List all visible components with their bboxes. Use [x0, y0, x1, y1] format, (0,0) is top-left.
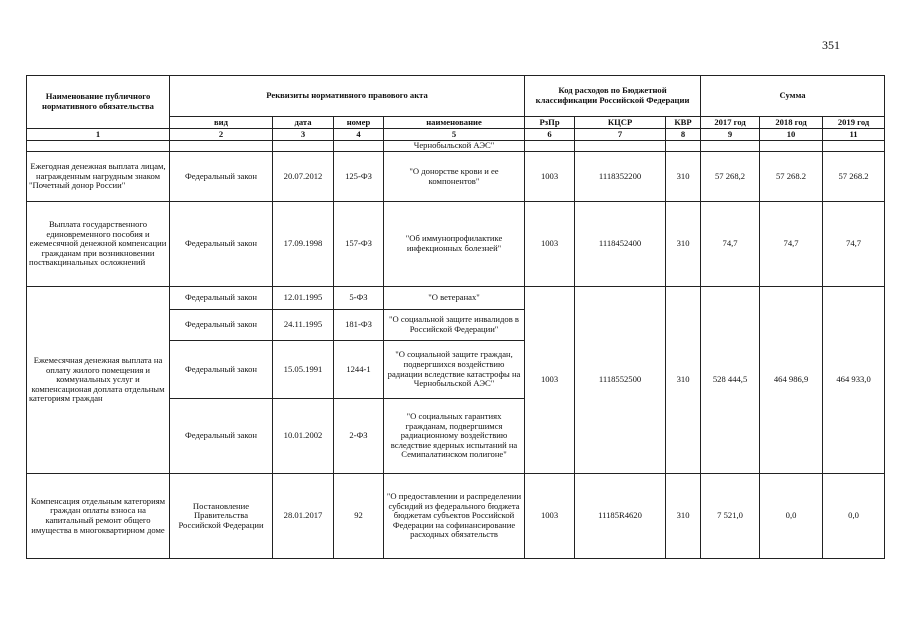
- act-name: "О социальной защите граждан, подвергшихся воздействию радиации вследствие катастрофы на Чернобыльской АЭС": [384, 341, 525, 399]
- obligation-name: Компенсация отдельным категориям граждан оплаты взноса на капитальный ремонт общего имущества в многоквартирном доме: [27, 474, 170, 559]
- sum-2019-cell: 0,0: [823, 474, 885, 559]
- act-name: "Об иммунопрофилактике инфекционных болезней": [384, 202, 525, 287]
- act-number: 157-ФЗ: [334, 202, 384, 287]
- header-name: наименование: [384, 117, 525, 129]
- sum-2017-cell: 57 268,2: [701, 152, 760, 202]
- kcsr-cell: 1118352200: [575, 152, 666, 202]
- obligation-name: Ежемесячная денежная выплата на оплату жилого помещения и коммунальных услуг и компенсационая доплата отдельным категориям граждан: [27, 287, 170, 474]
- sum-2018-cell: 74,7: [760, 202, 823, 287]
- column-number: 11: [823, 129, 885, 141]
- rzpr-cell: 1003: [525, 474, 575, 559]
- header-rzpr: РзПр: [525, 117, 575, 129]
- sum-2018-cell: 57 268.2: [760, 152, 823, 202]
- act-date: 17.09.1998: [273, 202, 334, 287]
- sum-2017-cell: 7 521,0: [701, 474, 760, 559]
- column-number: 6: [525, 129, 575, 141]
- act-type: Федеральный закон: [170, 152, 273, 202]
- header-2019: 2019 год: [823, 117, 885, 129]
- sum-2019-cell: 464 933,0: [823, 287, 885, 474]
- act-type: Федеральный закон: [170, 399, 273, 474]
- header-kvr: КВР: [666, 117, 701, 129]
- table-row: [27, 202, 885, 287]
- table-row: [27, 152, 885, 202]
- header-row: [27, 76, 885, 117]
- act-date: 28.01.2017: [273, 474, 334, 559]
- header-date: дата: [273, 117, 334, 129]
- obligation-name: Ежегодная денежная выплата лицам, награжденным нагрудным знаком "Почетный донор России": [27, 152, 170, 202]
- page-number: 351: [822, 38, 840, 52]
- act-number: 5-ФЗ: [334, 287, 384, 310]
- kvr-cell: 310: [666, 287, 701, 474]
- continuation-row: [27, 141, 885, 152]
- header-sum: Сумма: [701, 76, 885, 117]
- act-name: "О предоставлении и распределении субсидий из федерального бюджета бюджетам субъектов Российской Федерации на софинансирование расходных обязательств: [384, 474, 525, 559]
- rzpr-cell: 1003: [525, 202, 575, 287]
- sum-2019-cell: 57 268.2: [823, 152, 885, 202]
- act-name: "О ветеранах": [384, 287, 525, 310]
- act-type: Постановление Правительства Российской Федерации: [170, 474, 273, 559]
- act-type: Федеральный закон: [170, 287, 273, 310]
- act-type: Федеральный закон: [170, 202, 273, 287]
- act-date: 10.01.2002: [273, 399, 334, 474]
- header-number: номер: [334, 117, 384, 129]
- act-date: 12.01.1995: [273, 287, 334, 310]
- sum-2017-cell: 528 444,5: [701, 287, 760, 474]
- act-type: Федеральный закон: [170, 341, 273, 399]
- act-name: "О донорстве крови и ее компонентов": [384, 152, 525, 202]
- act-number: 181-ФЗ: [334, 310, 384, 341]
- column-number: 7: [575, 129, 666, 141]
- sum-2019-cell: 74,7: [823, 202, 885, 287]
- header-kcsr: КЦСР: [575, 117, 666, 129]
- act-number: 125-ФЗ: [334, 152, 384, 202]
- header-budget-code: Код расходов по Бюджетной классификации Российской Федерации: [525, 76, 701, 117]
- act-date: 20.07.2012: [273, 152, 334, 202]
- column-number: 10: [760, 129, 823, 141]
- table-row: [27, 287, 885, 310]
- act-name: "О социальных гарантиях гражданам, подвергшимся радиационному воздействию вследствие ядерных испытаний на Семипалатинском полигоне": [384, 399, 525, 474]
- act-date: 15.05.1991: [273, 341, 334, 399]
- column-number: 1: [27, 129, 170, 141]
- act-number: 1244-1: [334, 341, 384, 399]
- sum-2018-cell: 464 986,9: [760, 287, 823, 474]
- table-row: [27, 474, 885, 559]
- sum-2018-cell: 0,0: [760, 474, 823, 559]
- column-number: 8: [666, 129, 701, 141]
- header-obligation: Наименование публичного нормативного обязательства: [27, 76, 170, 129]
- kvr-cell: 310: [666, 474, 701, 559]
- header-2018: 2018 год: [760, 117, 823, 129]
- obligation-name: Выплата государственного единовременного пособия и ежемесячной денежной компенсации гражданам при возникновении поствакцинальных осложнений: [27, 202, 170, 287]
- column-number-row: [27, 129, 885, 141]
- act-type: Федеральный закон: [170, 310, 273, 341]
- header-requisites: Реквизиты нормативного правового акта: [170, 76, 525, 117]
- column-number: 5: [384, 129, 525, 141]
- act-name: Чернобыльской АЭС": [384, 141, 525, 152]
- header-type: вид: [170, 117, 273, 129]
- rzpr-cell: 1003: [525, 287, 575, 474]
- kvr-cell: 310: [666, 152, 701, 202]
- sum-2017-cell: 74,7: [701, 202, 760, 287]
- act-name: "О социальной защите инвалидов в Российской Федерации": [384, 310, 525, 341]
- header-2017: 2017 год: [701, 117, 760, 129]
- obligations-table: [26, 75, 885, 559]
- kvr-cell: 310: [666, 202, 701, 287]
- column-number: 9: [701, 129, 760, 141]
- act-number: 92: [334, 474, 384, 559]
- act-date: 24.11.1995: [273, 310, 334, 341]
- act-number: 2-ФЗ: [334, 399, 384, 474]
- column-number: 2: [170, 129, 273, 141]
- kcsr-cell: 11185R4620: [575, 474, 666, 559]
- column-number: 4: [334, 129, 384, 141]
- column-number: 3: [273, 129, 334, 141]
- kcsr-cell: 1118552500: [575, 287, 666, 474]
- kcsr-cell: 1118452400: [575, 202, 666, 287]
- rzpr-cell: 1003: [525, 152, 575, 202]
